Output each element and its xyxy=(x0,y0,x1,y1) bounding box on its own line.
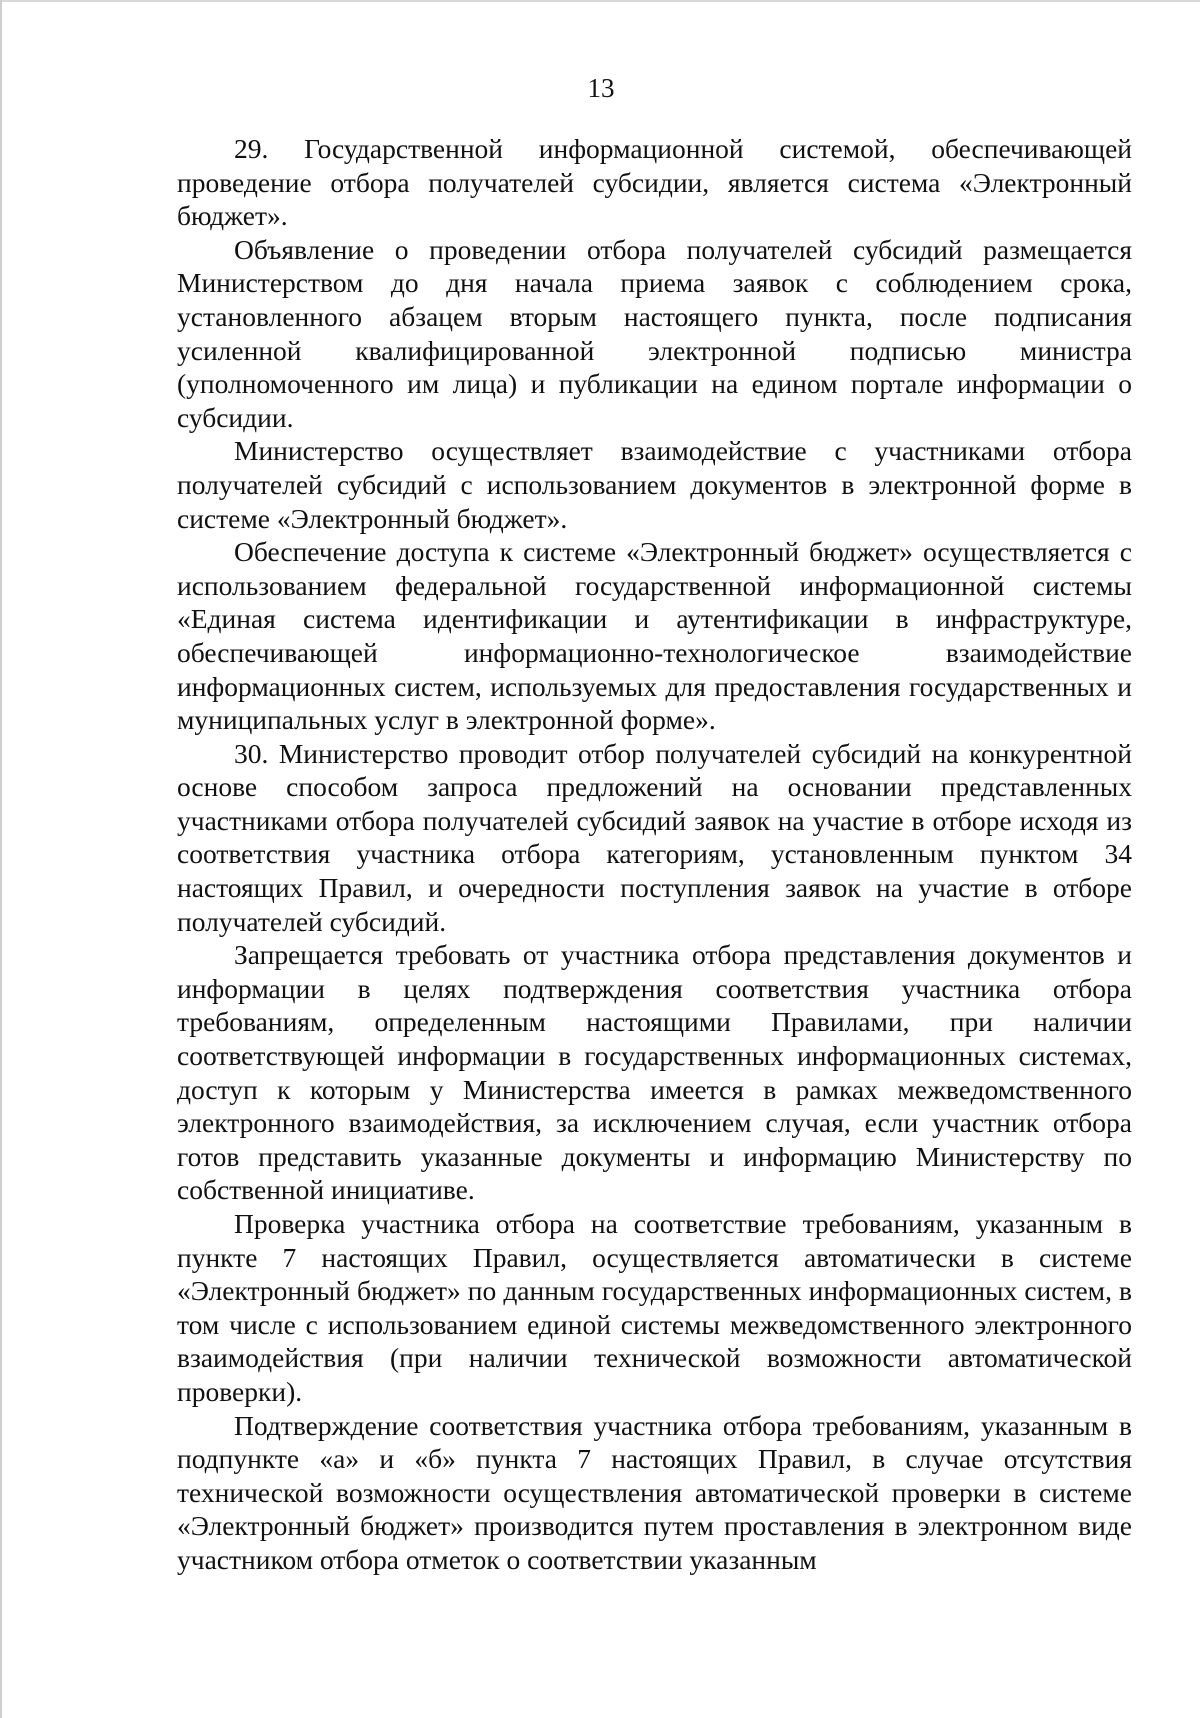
paragraph-confirmation: Подтверждение соответствия участника отбора требованиям, указанным в подпункте «а» и «б» пункта 7 настоящих Правил, в случае отсутствия технической возможности осуществления автоматической проверки в системе «Электронный бюджет» производится путем проставления в электронном виде участником отбора отметок о соответствии указанным xyxy=(177,1409,1132,1575)
paragraph-verification: Проверка участника отбора на соответствие требованиям, указанным в пункте 7 настоящих Правил, осуществляется автоматически в системе «Электронный бюджет» по данным государственных информационных систем, в том числе с использованием единой системы межведомственного электронного взаимодействия (при наличии технической возможности автоматической проверки). xyxy=(177,1208,1132,1407)
page-number: 13 xyxy=(587,73,615,103)
paragraph-29: 29. Государственной информационной системой, обеспечивающей проведение отбора получателей субсидии, является система «Электронный бюджет». xyxy=(177,133,1132,232)
paragraph-access: Обеспечение доступа к системе «Электронный бюджет» осуществляется с использованием федеральной государственной информационной системы «Единая система идентификации и аутентификации в инфраструктуре, обеспечивающей информационно-технологическое взаимодействие информационных систем, используемых для предоставления государственных и муниципальных услуг в электронной форме». xyxy=(177,536,1132,736)
paragraph-announcement: Объявление о проведении отбора получателей субсидий размещается Министерством до дня начала приема заявок с соблюдением срока, установленного абзацем вторым настоящего пункта, после подписания усиленной квалифицированной электронной подписью министра (уполномоченного им лица) и публикации на едином портале информации о субсидии. xyxy=(177,233,1132,433)
paragraph-30: 30. Министерство проводит отбор получателей субсидий на конкурентной основе способом запроса предложений на основании представленных участниками отбора получателей субсидий заявок на участие в отборе исходя из соответствия участника отбора категориям, установленным пунктом 34 настоящих Правил, и очередности поступления заявок на участие в отборе получателей субсидий. xyxy=(177,737,1132,937)
paragraph-interaction: Министерство осуществляет взаимодействие с участниками отбора получателей субсидий с использованием документов в электронной форме в системе «Электронный бюджет». xyxy=(177,435,1132,534)
document-body xyxy=(177,132,1132,1577)
scan-top-edge xyxy=(2,0,1200,2)
paragraph-prohibition: Запрещается требовать от участника отбора представления документов и информации в целях подтверждения соответствия участника отбора требованиям, определенным настоящими Правилами, при наличии соответствующей информации в государственных информационных системах, доступ к которым у Министерства имеется в рамках межведомственного электронного взаимодействия, за исключением случая, если участник отбора готов представить указанные документы и информацию Министерству по собственной инициативе. xyxy=(177,939,1132,1206)
